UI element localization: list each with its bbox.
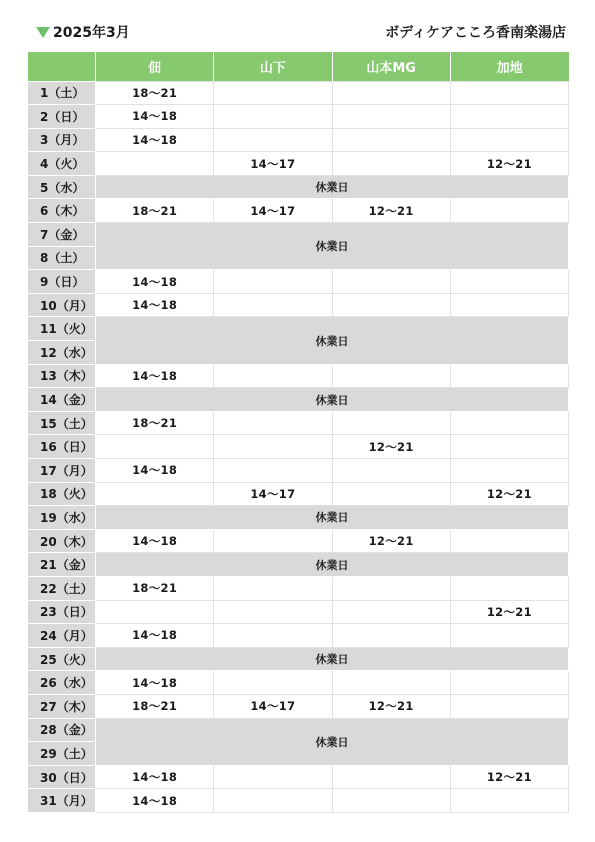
shift-cell (214, 81, 332, 105)
shift-cell (96, 482, 214, 506)
table-row (28, 435, 569, 459)
shift-cell: 14～17 (214, 482, 332, 506)
shift-cell (450, 364, 568, 388)
table-row (28, 317, 569, 341)
table-row (28, 175, 569, 199)
shift-cell: 18～21 (96, 576, 214, 600)
day-cell: 23（日） (28, 600, 96, 624)
table-row (28, 459, 569, 483)
shift-cell: 14～18 (96, 364, 214, 388)
shop-name: ボディケアこころ香南楽湯店 (385, 25, 566, 41)
header-corner (28, 52, 96, 81)
shift-cell (450, 128, 568, 152)
column-header: 佃 (96, 52, 214, 81)
shift-cell (332, 459, 450, 483)
day-cell: 1（土） (28, 81, 96, 105)
shift-cell (450, 293, 568, 317)
shift-cell (450, 576, 568, 600)
shift-cell (450, 789, 568, 813)
shift-cell (96, 600, 214, 624)
day-cell: 30（日） (28, 765, 96, 789)
day-cell: 11（火） (28, 317, 96, 341)
column-header: 加地 (450, 52, 568, 81)
shift-cell (96, 152, 214, 176)
triangle-down-icon (36, 27, 50, 38)
table-row (28, 647, 569, 671)
shift-cell: 12～21 (450, 152, 568, 176)
day-cell: 16（日） (28, 435, 96, 459)
day-cell: 27（木） (28, 694, 96, 718)
shift-cell: 14～18 (96, 270, 214, 294)
day-cell: 5（水） (28, 175, 96, 199)
closed-cell: 休業日 (96, 718, 569, 765)
table-body (28, 81, 569, 812)
shift-cell (450, 105, 568, 129)
table-row (28, 223, 569, 247)
shift-cell (214, 270, 332, 294)
table-row (28, 388, 569, 412)
shift-cell (332, 105, 450, 129)
page-header (30, 22, 566, 44)
shift-cell (450, 81, 568, 105)
shift-cell (214, 364, 332, 388)
shift-cell: 14～18 (96, 459, 214, 483)
closed-cell: 休業日 (96, 388, 569, 412)
shift-cell: 14～17 (214, 694, 332, 718)
shift-cell: 14～18 (96, 765, 214, 789)
day-cell: 10（月） (28, 293, 96, 317)
shift-cell: 14～18 (96, 529, 214, 553)
day-cell: 8（土） (28, 246, 96, 270)
day-cell: 18（火） (28, 482, 96, 506)
shift-cell: 12～21 (450, 765, 568, 789)
shift-cell (214, 459, 332, 483)
day-cell: 2（日） (28, 105, 96, 129)
shift-cell (450, 671, 568, 695)
shift-cell (450, 270, 568, 294)
table-row (28, 718, 569, 742)
shift-cell (214, 624, 332, 648)
shift-cell: 14～18 (96, 789, 214, 813)
shift-cell (332, 364, 450, 388)
day-cell: 3（月） (28, 128, 96, 152)
table-row (28, 600, 569, 624)
shift-cell (450, 624, 568, 648)
shift-cell (450, 529, 568, 553)
shift-cell (214, 789, 332, 813)
shift-cell: 18～21 (96, 411, 214, 435)
table-row (28, 553, 569, 577)
table-row (28, 293, 569, 317)
shift-cell: 14～18 (96, 671, 214, 695)
table-row (28, 411, 569, 435)
shift-cell: 14～18 (96, 624, 214, 648)
table-row (28, 671, 569, 695)
shift-cell (214, 105, 332, 129)
day-cell: 6（木） (28, 199, 96, 223)
month-title (36, 22, 130, 42)
shift-cell (214, 671, 332, 695)
table-row (28, 81, 569, 105)
shift-table (27, 52, 569, 813)
shift-cell (332, 600, 450, 624)
table-row (28, 694, 569, 718)
shift-cell (214, 435, 332, 459)
month-label: 2025年3月 (53, 25, 130, 41)
shift-cell (332, 81, 450, 105)
day-cell: 24（月） (28, 624, 96, 648)
shift-cell (214, 600, 332, 624)
shift-cell (332, 671, 450, 695)
day-cell: 21（金） (28, 553, 96, 577)
table-row (28, 789, 569, 813)
shift-cell: 18～21 (96, 199, 214, 223)
table-row (28, 624, 569, 648)
shift-cell (450, 459, 568, 483)
shift-cell: 12～21 (450, 482, 568, 506)
table-row (28, 105, 569, 129)
table-row (28, 506, 569, 530)
shift-cell: 12～21 (332, 529, 450, 553)
closed-cell: 休業日 (96, 317, 569, 364)
closed-cell: 休業日 (96, 506, 569, 530)
shift-cell (450, 411, 568, 435)
day-cell: 4（火） (28, 152, 96, 176)
closed-cell: 休業日 (96, 647, 569, 671)
table-row (28, 765, 569, 789)
day-cell: 13（木） (28, 364, 96, 388)
day-cell: 28（金） (28, 718, 96, 742)
shift-cell (450, 694, 568, 718)
day-cell: 7（金） (28, 223, 96, 247)
day-cell: 20（木） (28, 529, 96, 553)
shift-cell (332, 270, 450, 294)
shift-cell (214, 411, 332, 435)
table-row (28, 576, 569, 600)
table-row (28, 529, 569, 553)
shift-cell (214, 765, 332, 789)
day-cell: 15（土） (28, 411, 96, 435)
closed-cell: 休業日 (96, 175, 569, 199)
closed-cell: 休業日 (96, 223, 569, 270)
shift-cell: 12～21 (332, 199, 450, 223)
table-row (28, 128, 569, 152)
day-cell: 25（火） (28, 647, 96, 671)
table-row (28, 199, 569, 223)
shift-cell (332, 128, 450, 152)
day-cell: 19（水） (28, 506, 96, 530)
shift-cell (214, 529, 332, 553)
table-row (28, 152, 569, 176)
shift-cell (332, 789, 450, 813)
shift-cell (214, 293, 332, 317)
shift-cell (332, 411, 450, 435)
shift-cell (332, 576, 450, 600)
shift-cell: 14～17 (214, 199, 332, 223)
table-row (28, 482, 569, 506)
day-cell: 29（土） (28, 742, 96, 766)
shift-cell (450, 199, 568, 223)
shift-cell: 14～18 (96, 105, 214, 129)
shift-cell (96, 435, 214, 459)
table-header-row (28, 52, 569, 81)
shift-cell (214, 128, 332, 152)
shift-cell (332, 482, 450, 506)
shift-cell (450, 435, 568, 459)
closed-cell: 休業日 (96, 553, 569, 577)
shift-cell: 12～21 (332, 435, 450, 459)
day-cell: 22（土） (28, 576, 96, 600)
day-cell: 31（月） (28, 789, 96, 813)
column-header: 山下 (214, 52, 332, 81)
day-cell: 17（月） (28, 459, 96, 483)
shift-cell (332, 152, 450, 176)
table-row (28, 364, 569, 388)
column-header: 山本MG (332, 52, 450, 81)
shift-cell: 14～17 (214, 152, 332, 176)
day-cell: 12（水） (28, 341, 96, 365)
table-row (28, 270, 569, 294)
shift-cell: 12～21 (450, 600, 568, 624)
shift-cell (332, 293, 450, 317)
shift-cell: 14～18 (96, 128, 214, 152)
shift-cell (332, 624, 450, 648)
shift-cell (214, 576, 332, 600)
shift-cell: 14～18 (96, 293, 214, 317)
shift-cell: 12～21 (332, 694, 450, 718)
day-cell: 26（水） (28, 671, 96, 695)
shift-cell (332, 765, 450, 789)
day-cell: 14（金） (28, 388, 96, 412)
shift-cell: 18～21 (96, 81, 214, 105)
day-cell: 9（日） (28, 270, 96, 294)
shift-cell: 18～21 (96, 694, 214, 718)
